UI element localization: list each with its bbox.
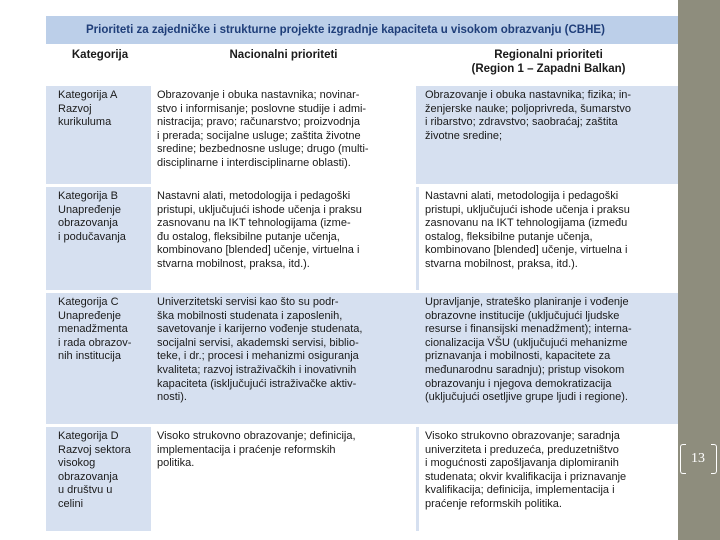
left-margin (0, 0, 42, 540)
header-category: Kategorija (71, 49, 129, 61)
header-regional-title: Regionalni prioriteti (494, 49, 603, 61)
national-priorities-cell: Nastavni alati, metodologija i pedagoški pristupi, uključujući ishode učenja i praksu zasnovanu na IKT tehnologijama (izme- đu ostalog, fleksibilne putanje učenja, kombinovano [blended] učenje, virtuelna i stvarna mobilnost, praksa, itd.). (151, 187, 416, 290)
regional-priorities-cell: Obrazovanje i obuka nastavnika; fizika; in- ženjerske nauke; poljoprivreda, šumarstvo i ribarstvo; zdravstvo; saobraćaj; zaštita životne sredine; (419, 86, 678, 184)
table-row-c (46, 293, 678, 424)
category-cell: Kategorija A Razvoj kurikuluma (52, 86, 148, 184)
national-priorities-cell: Visoko strukovno obrazovanje; definicija, implementacija i praćenje reformskih politika. (151, 427, 416, 531)
table-row-d (46, 427, 678, 531)
regional-priorities-cell: Upravljanje, strateško planiranje i vođenje obrazovne institucije (uključujući ljudske resurse i finansijski menadžment); interna- cionalizacija VŠU (uključujući mehanizme priznavanja i mobilnosti, kapacitete za međunarodnu saradnju); pristup visokom obrazovanju i njegova demokratizacija (uključujući osetljive grupe ljudi i regione). (419, 293, 678, 424)
header-national: Nacionalni prioriteti (229, 49, 338, 61)
header-regional (419, 48, 678, 76)
regional-priorities-cell: Visoko strukovno obrazovanje; saradnja univerziteta i preduzeća, preduzetništvo i mogućnosti zapošljavanja diplomiranih studenata; okvir kvalifikacija i priznavanje kvalifikacija; definicija, implementacija i praćenje reformskih politika. (419, 427, 678, 531)
header-regional-subtitle: (Region 1 – Zapadni Balkan) (471, 63, 626, 75)
category-cell: Kategorija C Unapređenje menadžmenta i rada obrazov- nih institucija (52, 293, 148, 424)
category-cell: Kategorija B Unapređenje obrazovanja i podučavanja (52, 187, 148, 290)
priorities-table-image (46, 8, 678, 540)
category-cell: Kategorija D Razvoj sektora visokog obrazovanja u društvu u celini (52, 427, 148, 531)
national-priorities-cell: Obrazovanje i obuka nastavnika; novinar- stvo i informisanje; poslovne studije i admi- nistracija; pravo; računarstvo; proizvodnja i prerada; socijalne usluge; zaštita životne sredine; bezbednosne usluge; drugo (multi- disciplinarne i interdisciplinarne oblasti). (151, 86, 416, 184)
slide-number: 13 (691, 451, 705, 466)
table-row-b (46, 187, 678, 290)
regional-priorities-cell: Nastavni alati, metodologija i pedagoški pristupi, uključujući ishode učenja i praksu zasnovanu na IKT tehnologijama (između ostalog, fleksibilne putanje učenja, kombinovano [blended] učenje, virtuelna i stvarna mobilnost, praksa, itd.). (419, 187, 678, 290)
national-priorities-cell: Univerzitetski servisi kao što su podr- ška mobilnosti studenata i zaposlenih, savetovanje i karijerno vođenje studenata, socijalni servisi, akademski servisi, biblio- teke, i dr.; procesi i mehanizmi osiguranja kvaliteta; razvoj istraživačkih i inovativnih kapaciteta (isključujući istraživačke aktiv- nosti). (151, 293, 416, 424)
table-row-a (46, 86, 678, 184)
table-title: Prioriteti za zajedničke i strukturne projekte izgradnje kapaciteta u visokom obrazvanju (CBHE) (46, 16, 678, 44)
